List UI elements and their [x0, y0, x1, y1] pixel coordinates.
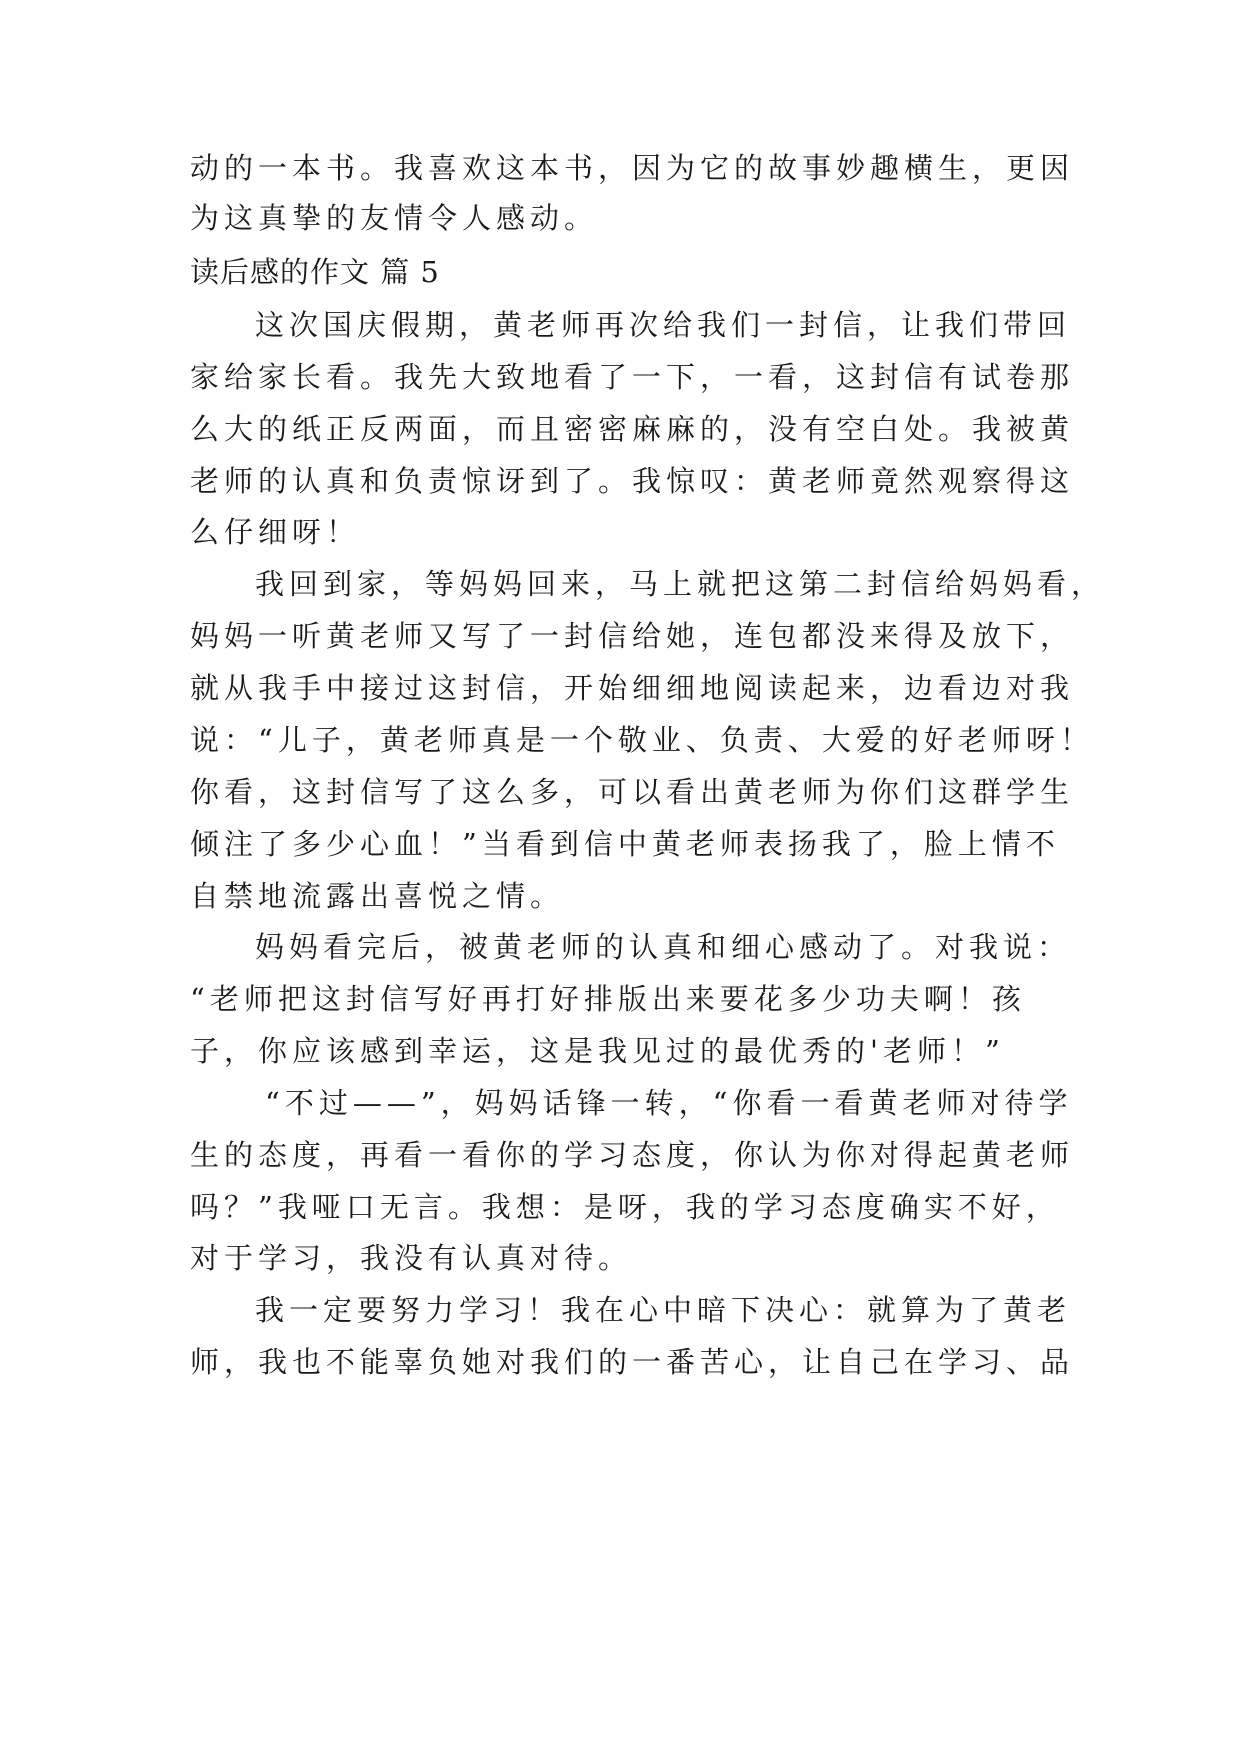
- text-line: 你看，这封信写了这么多，可以看出黄老师为你们这群学生: [190, 775, 1075, 809]
- paragraph-first-line: 这次国庆假期，黄老师再次给我们一封信，让我们带回: [255, 308, 1072, 342]
- text-line: 对于学习，我没有认真对待。: [190, 1241, 633, 1275]
- paragraph-first-line: 我回到家，等妈妈回来，马上就把这第二封信给妈妈看，: [255, 567, 1106, 601]
- text-line: 自禁地流露出喜悦之情。: [190, 879, 565, 913]
- section-heading: 读后感的作文 篇 5: [190, 255, 440, 289]
- text-line: 动的一本书。我喜欢这本书，因为它的故事妙趣横生，更因: [190, 151, 1075, 185]
- paragraph-first-line: “不过——”，妈妈话锋一转，“你看一看黄老师对待学: [265, 1086, 1073, 1120]
- text-line: “老师把这封信写好再打好排版出来要花多少功夫啊！孩: [190, 982, 1026, 1016]
- text-line: 师，我也不能辜负她对我们的一番苦心，让自己在学习、品: [190, 1345, 1075, 1379]
- paragraph-first-line: 我一定要努力学习！我在心中暗下决心：就算为了黄老: [255, 1293, 1072, 1327]
- text-line: 妈妈一听黄老师又写了一封信给她，连包都没来得及放下，: [190, 619, 1075, 653]
- text-line: 么大的纸正反两面，而且密密麻麻的，没有空白处。我被黄: [190, 412, 1075, 446]
- text-line: 倾注了多少心血！”当看到信中黄老师表扬我了，脸上情不: [190, 827, 1060, 861]
- text-line: 吗？”我哑口无言。我想：是呀，我的学习态度确实不好，: [190, 1190, 1060, 1224]
- text-line: 说：“儿子，黄老师真是一个敬业、负责、大爱的好老师呀！: [190, 723, 1094, 757]
- paragraph-first-line: 妈妈看完后，被黄老师的认真和细心感动了。对我说：: [255, 930, 1072, 964]
- text-line: 子，你应该感到幸运，这是我见过的最优秀的'老师！”: [190, 1034, 1005, 1068]
- text-line: 么仔细呀！: [190, 515, 361, 549]
- text-line: 为这真挚的友情令人感动。: [190, 201, 599, 235]
- text-line: 老师的认真和负责惊讶到了。我惊叹：黄老师竟然观察得这: [190, 464, 1075, 498]
- text-line: 家给家长看。我先大致地看了一下，一看，这封信有试卷那: [190, 360, 1075, 394]
- text-line: 生的态度，再看一看你的学习态度，你认为你对得起黄老师: [190, 1138, 1075, 1172]
- text-line: 就从我手中接过这封信，开始细细地阅读起来，边看边对我: [190, 671, 1075, 705]
